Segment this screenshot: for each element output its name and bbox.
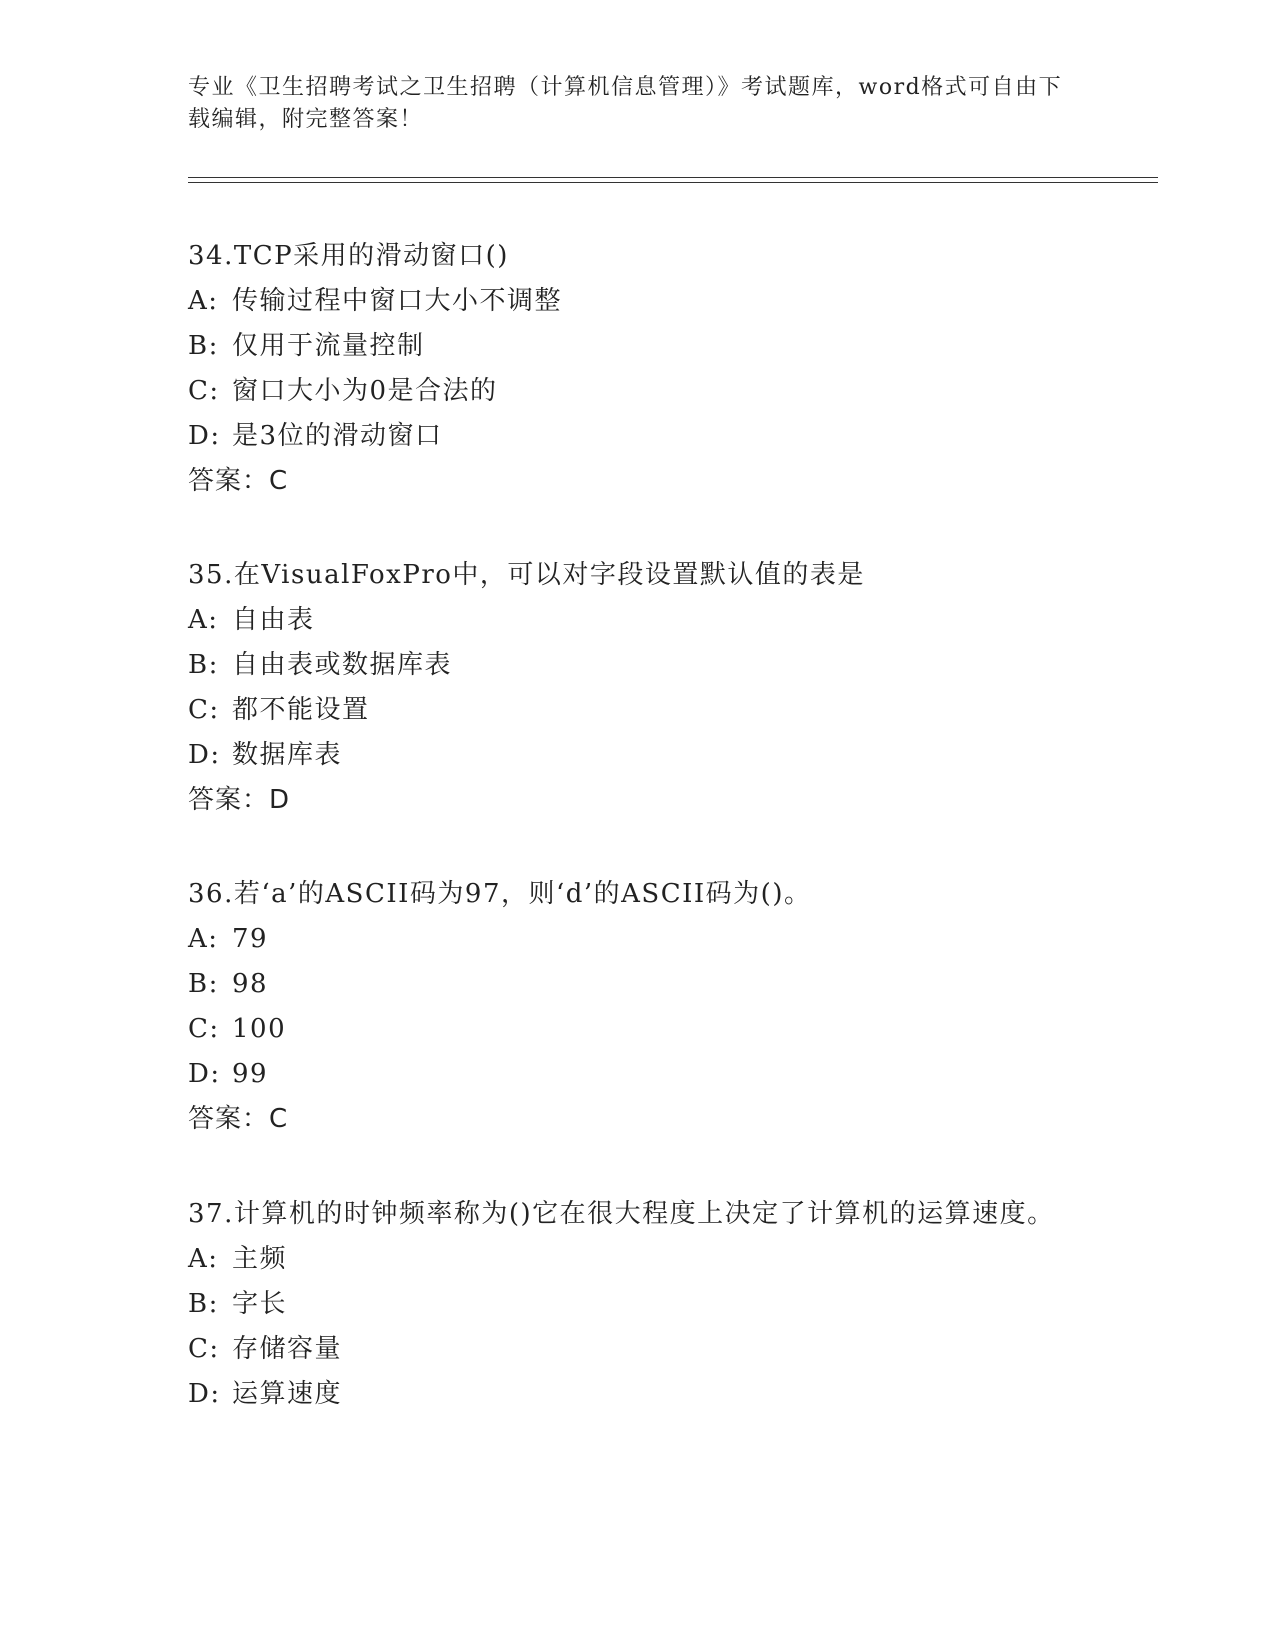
option-d [188,1056,1088,1092]
question-37 [188,1196,1088,1421]
option-d [188,1376,1088,1412]
option-text: 字长 [232,1289,288,1319]
option-letter: A: [188,1244,219,1274]
header-divider-bottom [188,182,1158,183]
question-36 [188,876,1088,1137]
question-text: 37.计算机的时钟频率称为()它在很大程度上决定了计算机的运算速度。 [188,1199,1055,1229]
option-text: 仅用于流量控制 [232,331,425,361]
option-text: 自由表或数据库表 [232,650,453,680]
option-text: 主频 [232,1244,288,1274]
header-divider-top [188,177,1158,178]
option-letter: D: [188,1379,221,1409]
option-letter: B: [188,331,219,361]
option-text: 79 [232,924,269,954]
question-34 [188,238,1088,499]
question-text: 34.TCP采用的滑动窗口() [188,241,509,271]
option-text: 数据库表 [232,740,343,770]
option-letter: D: [188,421,221,451]
option-letter: C: [188,1014,220,1044]
option-letter: D: [188,1059,221,1089]
option-a [188,283,1088,319]
option-letter: B: [188,1289,219,1319]
option-b [188,1286,1088,1322]
option-text: 自由表 [232,605,315,635]
question-text: 36.若‘a’的ASCII码为97，则‘d’的ASCII码为()。 [188,879,812,909]
answer-line: 答案：C [188,1104,289,1134]
question-35 [188,557,1088,818]
option-letter: C: [188,1334,220,1364]
option-letter: C: [188,695,220,725]
option-c [188,373,1088,409]
option-text: 运算速度 [232,1379,343,1409]
option-text: 100 [232,1014,287,1044]
option-text: 传输过程中窗口大小不调整 [232,286,563,316]
option-a [188,1241,1088,1277]
option-letter: D: [188,740,221,770]
option-d [188,418,1088,454]
option-letter: A: [188,605,219,635]
option-letter: A: [188,924,219,954]
option-text: 99 [232,1059,269,1089]
option-text: 窗口大小为0是合法的 [232,376,498,406]
option-c [188,692,1088,728]
option-text: 是3位的滑动窗口 [232,421,443,451]
answer-line: 答案：C [188,466,289,496]
option-text: 存储容量 [232,1334,343,1364]
option-b [188,647,1088,683]
option-b [188,328,1088,364]
answer-line: 答案：D [188,785,291,815]
option-d [188,737,1088,773]
option-letter: B: [188,650,219,680]
option-a [188,602,1088,638]
option-c [188,1331,1088,1367]
option-c [188,1011,1088,1047]
option-letter: C: [188,376,220,406]
option-b [188,966,1088,1002]
option-a [188,921,1088,957]
question-text: 35.在VisualFoxPro中，可以对字段设置默认值的表是 [188,560,865,590]
option-letter: A: [188,286,219,316]
option-text: 都不能设置 [232,695,370,725]
option-text: 98 [232,969,269,999]
option-letter: B: [188,969,219,999]
document-intro: 专业《卫生招聘考试之卫生招聘（计算机信息管理）》考试题库，word格式可自由下载编辑，附完整答案！ [188,75,1063,132]
